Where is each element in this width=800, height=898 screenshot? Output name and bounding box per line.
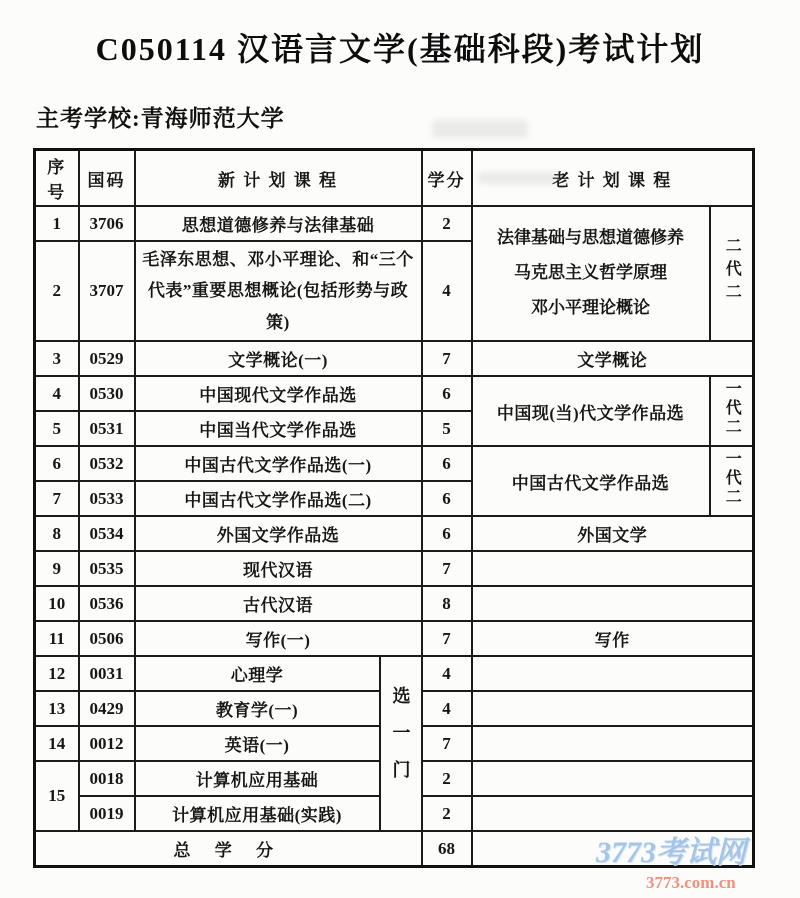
header-seq: 序号 [35,150,79,207]
seq-cell: 11 [35,621,79,656]
credits-cell: 6 [422,446,472,481]
course-cell: 中国古代文学作品选(一) [135,446,422,481]
code-cell: 0536 [79,586,135,621]
course-cell: 现代汉语 [135,551,422,586]
course-cell: 写作(一) [135,621,422,656]
old-plan-cell-empty [472,831,754,866]
credits-cell: 4 [422,656,472,691]
seq-cell: 8 [35,516,79,551]
table-row [35,341,754,376]
course-cell: 心理学 [135,656,380,691]
seq-cell: 15 [35,761,79,831]
code-cell: 0533 [79,481,135,516]
elective-label: 选一门 [390,685,411,797]
replace-tag-cell [710,376,754,446]
old-plan-cell-empty [472,691,754,726]
code-cell: 3707 [79,241,135,341]
credits-cell: 8 [422,586,472,621]
old-plan-cell: 中国现(当)代文学作品选 [472,376,710,446]
seq-cell: 5 [35,411,79,446]
code-cell: 3706 [79,206,135,241]
old-plan-cell-empty [472,586,754,621]
old-plan-cell: 中国古代文学作品选 [472,446,710,516]
seq-cell: 13 [35,691,79,726]
credits-cell: 2 [422,761,472,796]
seq-cell: 1 [35,206,79,241]
code-cell: 0534 [79,516,135,551]
credits-cell: 6 [422,516,472,551]
seq-cell: 7 [35,481,79,516]
old-plan-cell-empty [472,656,754,691]
old-plan-line: 邓小平理论概论 [531,298,650,318]
old-plan-cell: 外国文学 [472,516,754,551]
host-school-line: 主考学校:青海师范大学 [36,106,285,131]
seq-cell: 14 [35,726,79,761]
old-plan-cell-empty [472,726,754,761]
old-plan-cell [472,206,710,341]
replace-tag-cell [710,206,754,341]
seq-cell: 10 [35,586,79,621]
course-cell: 中国当代文学作品选 [135,411,422,446]
old-plan-cell-empty [472,761,754,796]
table-row [35,551,754,586]
course-cell: 文学概论(一) [135,341,422,376]
credits-cell: 7 [422,341,472,376]
table-row [35,586,754,621]
code-cell: 0532 [79,446,135,481]
course-cell: 计算机应用基础(实践) [135,796,380,831]
watermark-site-name: 3773考试网 [596,836,746,869]
credits-cell: 6 [422,376,472,411]
code-cell: 0429 [79,691,135,726]
credits-cell: 4 [422,241,472,341]
table-row [35,446,754,481]
header-old-plan: 老 计 划 课 程 [472,150,754,207]
exam-plan-table [33,148,755,868]
code-cell: 0019 [79,796,135,831]
course-cell: 教育学(一) [135,691,380,726]
table-row [35,206,754,241]
course-cell: 外国文学作品选 [135,516,422,551]
code-cell: 0531 [79,411,135,446]
replace-tag: 二代二 [723,236,741,306]
old-plan-cell: 文学概论 [472,341,754,376]
table-row [35,656,754,691]
old-plan-line: 法律基础与思想道德修养 [497,228,684,248]
course-cell: 古代汉语 [135,586,422,621]
seq-cell: 9 [35,551,79,586]
seq-cell: 3 [35,341,79,376]
credits-cell: 2 [422,796,472,831]
replace-tag: 一代二 [723,380,741,438]
course-cell: 中国现代文学作品选 [135,376,422,411]
seq-cell: 4 [35,376,79,411]
credits-cell: 7 [422,726,472,761]
total-label: 总 学 分 [35,831,422,866]
table-row [35,516,754,551]
old-plan-cell: 写作 [472,621,754,656]
code-cell: 0530 [79,376,135,411]
credits-cell: 6 [422,481,472,516]
course-cell: 思想道德修养与法律基础 [135,206,422,241]
old-plan-cell-empty [472,551,754,586]
code-cell: 0018 [79,761,135,796]
table-header-row [35,150,754,207]
seq-cell: 12 [35,656,79,691]
credits-cell: 2 [422,206,472,241]
scan-smudge [432,120,528,138]
table-row [35,376,754,411]
course-cell: 计算机应用基础 [135,761,380,796]
replace-tag: 一代二 [723,450,741,508]
code-cell: 0535 [79,551,135,586]
elective-cell [380,656,422,831]
page-title: C050114 汉语言文学(基础科段)考试计划 [95,31,705,67]
credits-cell: 5 [422,411,472,446]
course-cell: 英语(一) [135,726,380,761]
code-cell: 0529 [79,341,135,376]
scan-smudge [478,172,558,184]
header-code: 国码 [79,150,135,207]
course-cell: 中国古代文学作品选(二) [135,481,422,516]
watermark-site-url: 3773.com.cn [646,873,736,892]
course-cell: 毛泽东思想、邓小平理论、和“三个代表”重要思想概论(包括形势与政策) [135,241,422,341]
header-new-plan: 新 计 划 课 程 [135,150,422,207]
replace-tag-cell [710,446,754,516]
code-cell: 0012 [79,726,135,761]
header-credits: 学分 [422,150,472,207]
code-cell: 0031 [79,656,135,691]
credits-cell: 4 [422,691,472,726]
seq-cell: 2 [35,241,79,341]
old-plan-line: 马克思主义哲学原理 [514,263,667,283]
credits-cell: 7 [422,551,472,586]
table-row [35,621,754,656]
code-cell: 0506 [79,621,135,656]
total-credits: 68 [422,831,472,866]
seq-cell: 6 [35,446,79,481]
old-plan-cell-empty [472,796,754,831]
credits-cell: 7 [422,621,472,656]
total-row [35,831,754,866]
